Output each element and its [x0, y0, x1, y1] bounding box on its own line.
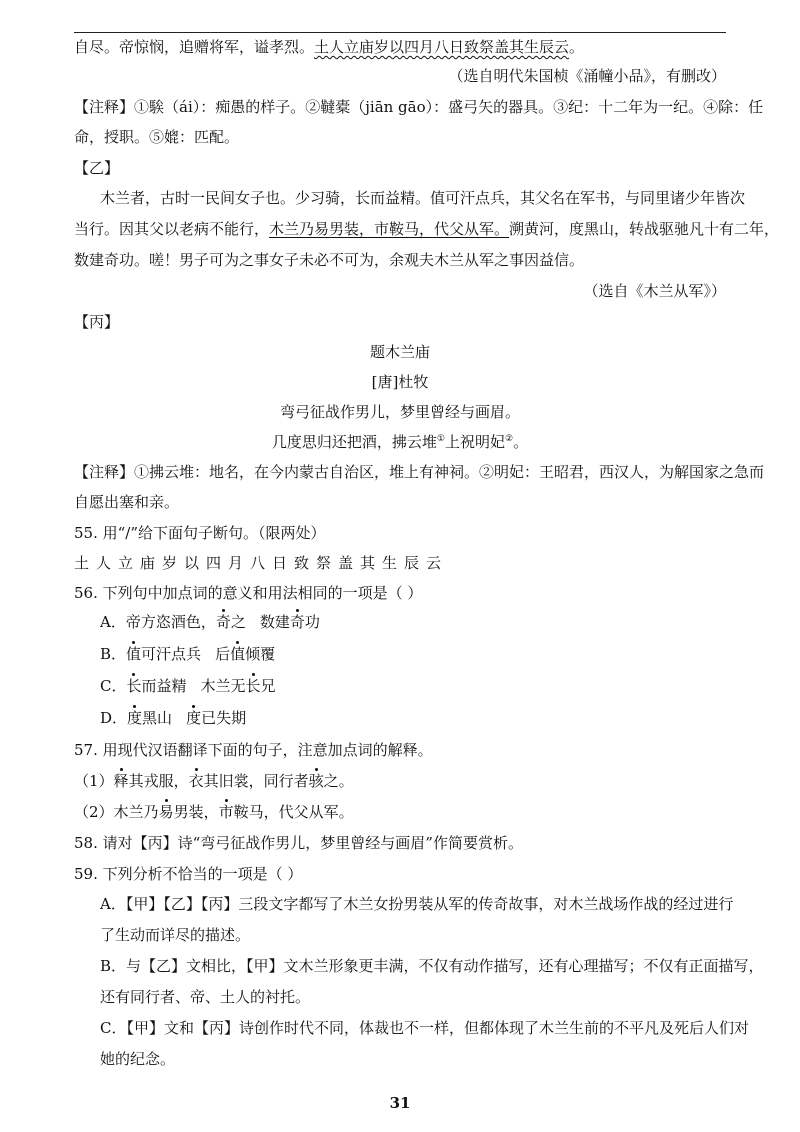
- yi-text: 溯黄河，度黑山，转战驱驰凡十有二年，: [509, 220, 780, 238]
- verse-text: 。: [513, 433, 529, 451]
- yi-line-1: 木兰者，古时一民间女子也。少习骑，长而益精。值可汗点兵，其父名在军书，与同里诸少年皆次: [100, 189, 746, 207]
- question-55-sentence: 土人立庙岁以四月八日致祭盖其生辰云: [74, 554, 449, 572]
- dotted-word: 释: [113, 772, 129, 790]
- option-56-b[interactable]: [100, 644, 275, 664]
- sentence-text: 其旧裳，同行者: [203, 772, 309, 790]
- bing-notes-line-1: 【注释】①拂云堆：地名，在今内蒙古自治区，堆上有神祠。②明妃：王昭君，西汉人，为解国家之急而: [74, 463, 765, 481]
- option-59-b-line-1[interactable]: B．与【乙】文相比，【甲】文木兰形象更丰满，不仅有动作描写，还有心理描写；不仅有正面描写，: [100, 957, 764, 975]
- jia-notes-line-1: 【注释】①騃（ái）：痴愚的样子。②韃橐（jiān gāo）：盛弓矢的器具。③纪：十二年为一纪。④除：任: [74, 98, 764, 116]
- option-56-c[interactable]: [100, 676, 276, 696]
- dotted-word: 市: [218, 803, 234, 821]
- yi-text: 当行。因其父以老病不能行，: [74, 220, 270, 238]
- jia-text: 自尽。帝惊悯，追赠将军，谥孝烈。: [74, 38, 315, 56]
- sub-label: （1）: [74, 772, 114, 790]
- dotted-word: 长: [245, 677, 261, 695]
- verse-text: 几度思归还把酒，拂云堆: [271, 433, 437, 451]
- option-text: 后: [215, 645, 231, 663]
- dotted-word: 骇: [308, 772, 324, 790]
- note-marker-2: ②: [505, 434, 514, 444]
- yi-underlined-sentence: 木兰乃易男装，市鞍马，代父从军。: [269, 220, 510, 238]
- header-rule: [74, 32, 726, 33]
- sentence-text: 之。: [323, 772, 354, 790]
- option-59-c-line-1[interactable]: C．【甲】文和【丙】诗创作时代不同，体裁也不一样，但都体现了木兰生前的不平凡及死后人们对: [100, 1019, 749, 1037]
- yi-line-2: [74, 219, 780, 239]
- yi-heading: 【乙】: [74, 159, 120, 177]
- sentence-text: 鞍马，代父从军。: [233, 803, 354, 821]
- jia-period: 。: [569, 38, 585, 56]
- note-marker-1: ①: [436, 434, 445, 444]
- option-text: 帝方恣酒色，: [125, 613, 216, 631]
- question-57-sentence-1: [74, 771, 726, 791]
- dotted-word: 长: [126, 677, 142, 695]
- option-text: 木兰无: [200, 677, 246, 695]
- option-text: 之: [230, 613, 246, 631]
- option-text: 已失期: [201, 709, 247, 727]
- jia-last-line: [74, 37, 726, 57]
- poem-author: [唐]杜牧: [371, 373, 429, 391]
- dotted-word: 易: [158, 803, 174, 821]
- sub-label: （2）: [74, 803, 114, 821]
- sentence-text: 其戎服，: [128, 772, 189, 790]
- jia-notes-line-2: 命，授职。⑤媲：匹配。: [74, 128, 240, 146]
- option-label: B．: [100, 645, 127, 663]
- poem-verse-2: [74, 432, 726, 452]
- page-number: 31: [389, 1094, 411, 1112]
- option-text: 倾覆: [245, 645, 276, 663]
- option-text: 数建: [259, 613, 290, 631]
- poem-verse-1: 弯弓征战作男儿，梦里曾经与画眉。: [279, 403, 520, 421]
- question-58: 58. 请对【丙】诗“弯弓征战作男儿，梦里曾经与画眉”作简要赏析。: [74, 834, 523, 852]
- verse-text: 上祝明妃: [444, 433, 505, 451]
- dotted-word: 奇: [215, 613, 231, 631]
- yi-line-3: 数建奇功。嗟！男子可为之事女子未必不可为，余观夫木兰从军之事因益信。: [74, 251, 585, 269]
- dotted-word: 值: [126, 645, 142, 663]
- jia-source: （选自明代朱国桢《涌幢小品》，有删改）: [448, 67, 726, 85]
- option-59-b-line-2: 还有同行者、帝、土人的衬托。: [100, 988, 311, 1006]
- option-label: A．: [100, 613, 126, 631]
- option-59-a-line-1[interactable]: A．【甲】【乙】【丙】三段文字都写了木兰女扮男装从军的传奇故事，对木兰战场作战的经过进行: [100, 895, 734, 913]
- option-text: 而益精: [141, 677, 187, 695]
- question-57: 57. 用现代汉语翻译下面的句子，注意加点词的解释。: [74, 741, 433, 759]
- question-55: 55. 用“/”给下面句子断句。（限两处）: [74, 524, 326, 542]
- option-text: 功: [304, 613, 320, 631]
- option-59-a-line-2: 了生动而详尽的描述。: [100, 926, 251, 944]
- question-56: 56. 下列句中加点词的意义和用法相同的一项是（ ）: [74, 584, 423, 602]
- sentence-text: 木兰乃: [113, 803, 159, 821]
- poem-title: 题木兰庙: [369, 343, 430, 361]
- option-text: 兄: [260, 677, 276, 695]
- option-text: 黑山: [142, 709, 173, 727]
- yi-source: （选自《木兰从军》）: [583, 282, 726, 300]
- dotted-word: 值: [230, 645, 246, 663]
- dotted-word: 度: [186, 709, 202, 727]
- dotted-word: 度: [127, 709, 143, 727]
- option-label: D．: [100, 709, 128, 727]
- dotted-word: 衣: [188, 772, 204, 790]
- option-56-d[interactable]: [100, 708, 246, 728]
- sentence-text: 男装，: [173, 803, 219, 821]
- option-59-c-line-2: 她的纪念。: [100, 1050, 176, 1068]
- bing-heading: 【丙】: [74, 313, 120, 331]
- option-label: C．: [100, 677, 127, 695]
- jia-wavy-underlined-sentence: 土人立庙岁以四月八日致祭盖其生辰云: [314, 38, 570, 56]
- dotted-word: 奇: [289, 613, 305, 631]
- option-56-a[interactable]: [100, 612, 320, 632]
- question-59: 59. 下列分析不恰当的一项是（ ）: [74, 865, 303, 883]
- question-57-sentence-2: [74, 802, 726, 822]
- bing-notes-line-2: 自愿出塞和亲。: [74, 493, 180, 511]
- option-text: 可汗点兵: [141, 645, 202, 663]
